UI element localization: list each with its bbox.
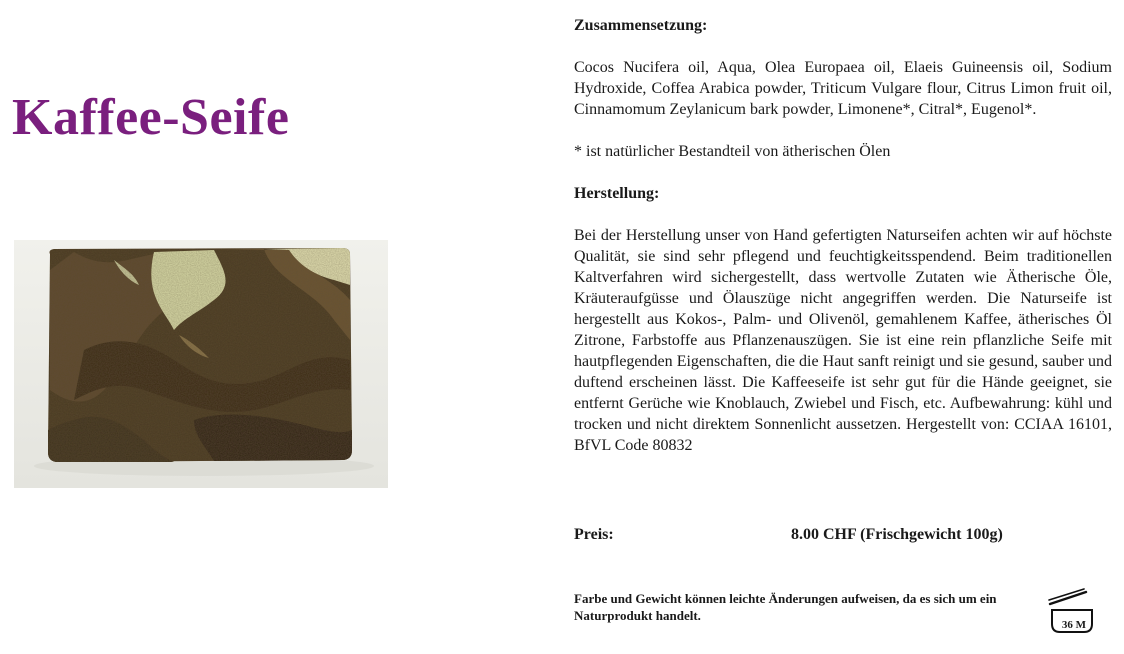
soap-photo xyxy=(14,240,388,488)
composition-heading: Zusammensetzung: xyxy=(574,17,708,34)
product-description xyxy=(574,15,1112,456)
ingredients-text: Cocos Nucifera oil, Aqua, Olea Europaea oil, Elaeis Guineensis oil, Sodium Hydroxide, Coffea Arabica powder, Triticum Vulgare flour, Citrus Limon fruit oil, Cinnamomum Zeylanicum bark powder, Limonene*, Citral*, Eugenol*. xyxy=(574,59,1112,118)
product-title: Kaffee-Seife xyxy=(12,89,290,146)
production-text: Bei der Herstellung unser von Hand gefertigten Naturseifen achten wir auf höchste Qualität, sie sind sehr pflegend und feuchtigkeitsspendend. Beim traditionellen Kaltverfahren wird sichergestellt, dass wertvolle Zutaten wie Ätherische Öle, Kräuteraufgüsse und Ölauszüge nicht angegriffen werden. Die Naturseife ist hergestellt aus Kokos-, Palm- und Olivenöl, gemahlenem Kaffee, ätherisches Öl Zitrone, Farbstoffe aus Pflanzenauszügen. Sie ist eine rein pflanzliche Seife mit hautpflegenden Eigenschaften, die die Haut sanft reinigt und sie gesund, sauber und duftend erscheinen lässt. Die Kaffeeseife ist sehr gut für die Hände geeignet, sie entfernt Gerüche wie Knoblauch, Zwiebel und Fisch, etc. Aufbewahrung: kühl und trocken und nicht direktem Sonnenlicht aussetzen. Hergestellt von: CCIAA 16101, BfVL Code 80832 xyxy=(574,227,1112,454)
ingredients-footnote: * ist natürlicher Bestandteil von ätherischen Ölen xyxy=(574,143,891,160)
price-label: Preis: xyxy=(574,526,614,543)
production-heading: Herstellung: xyxy=(574,185,660,202)
disclaimer-note: Farbe und Gewicht können leichte Änderungen aufweisen, da es sich um ein Naturprodukt handelt. xyxy=(574,591,997,623)
price-value: 8.00 CHF (Frischgewicht 100g) xyxy=(791,526,1003,543)
pao-label: 36 M xyxy=(1061,619,1087,631)
